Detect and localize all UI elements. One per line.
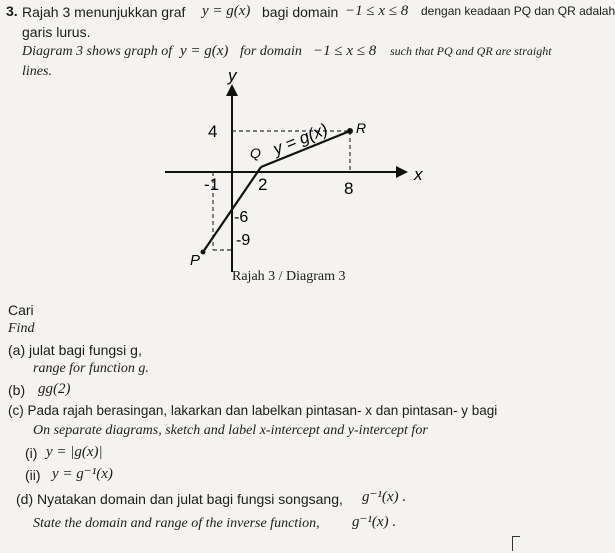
- part-c-english: On separate diagrams, sketch and label x-intercept and y-intercept for: [33, 423, 428, 438]
- x-axis-arrow: [396, 166, 408, 178]
- part-b-label: (b): [8, 382, 26, 398]
- cari-heading: Cari: [8, 302, 34, 318]
- y-axis-arrow: [226, 84, 238, 96]
- point-p-dot: [201, 250, 206, 255]
- curve-label: y = g(x): [270, 119, 331, 159]
- malay-intro-part-2: bagi domain: [262, 4, 339, 20]
- point-p-label: P: [190, 252, 201, 269]
- point-q-label: Q: [250, 145, 261, 161]
- diagram-caption: Rajah 3 / Diagram 3: [232, 269, 346, 284]
- english-intro-part-1: Diagram 3 shows graph of: [22, 44, 173, 59]
- part-b-expression: gg(2): [38, 381, 71, 397]
- page-corner-bracket: [512, 536, 520, 551]
- part-c-malay: (c) Pada rajah berasingan, lakarkan dan labelkan pintasan- x dan pintasan- y bagi: [8, 403, 498, 418]
- part-c-ii-expression: y = g⁻¹(x): [52, 466, 113, 482]
- tick-x-8: 8: [344, 179, 354, 198]
- point-r-dot: [347, 128, 353, 134]
- part-c-i-expression: y = |g(x)|: [46, 444, 103, 460]
- malay-intro-equation: y = g(x): [202, 3, 251, 19]
- x-axis-label: x: [414, 165, 423, 184]
- english-intro-part-3: such that PQ and QR are straight: [390, 44, 552, 58]
- tick-x-2: 2: [258, 175, 268, 194]
- part-d-malay-expression: g⁻¹(x) .: [362, 489, 407, 505]
- english-intro-part-4: lines.: [22, 64, 52, 79]
- part-c-i-label: (i): [25, 445, 38, 461]
- part-c-ii-label: (ii): [25, 467, 41, 483]
- part-a-english: range for function g.: [33, 361, 149, 376]
- find-heading: Find: [8, 321, 35, 336]
- tick-y-4: 4: [208, 122, 218, 141]
- point-r-label: R: [356, 120, 367, 136]
- part-d-english-expression: g⁻¹(x) .: [352, 514, 397, 530]
- malay-intro-part-1: Rajah 3 menunjukkan graf: [22, 4, 186, 20]
- tick-x-neg1: -1: [204, 175, 220, 194]
- malay-intro-domain: −1 ≤ x ≤ 8: [345, 3, 409, 19]
- malay-intro-part-4: garis lurus.: [22, 24, 91, 40]
- tick-y-neg9: -9: [236, 232, 251, 249]
- english-intro-equation: y = g(x): [180, 43, 229, 59]
- malay-intro-continuation: dengan keadaan PQ dan QR adalah: [421, 4, 615, 18]
- part-d-malay: (d) Nyatakan domain dan julat bagi fungsi songsang,: [16, 491, 343, 507]
- part-a-malay: (a) julat bagi fungsi g,: [8, 342, 142, 358]
- y-axis-label: y: [228, 66, 237, 85]
- english-intro-domain: −1 ≤ x ≤ 8: [313, 43, 377, 59]
- part-d-english: State the domain and range of the inverse function,: [33, 516, 320, 531]
- question-number: 3.: [6, 3, 18, 19]
- tick-y-neg6: -6: [234, 209, 249, 226]
- english-intro-part-2: for domain: [240, 44, 302, 59]
